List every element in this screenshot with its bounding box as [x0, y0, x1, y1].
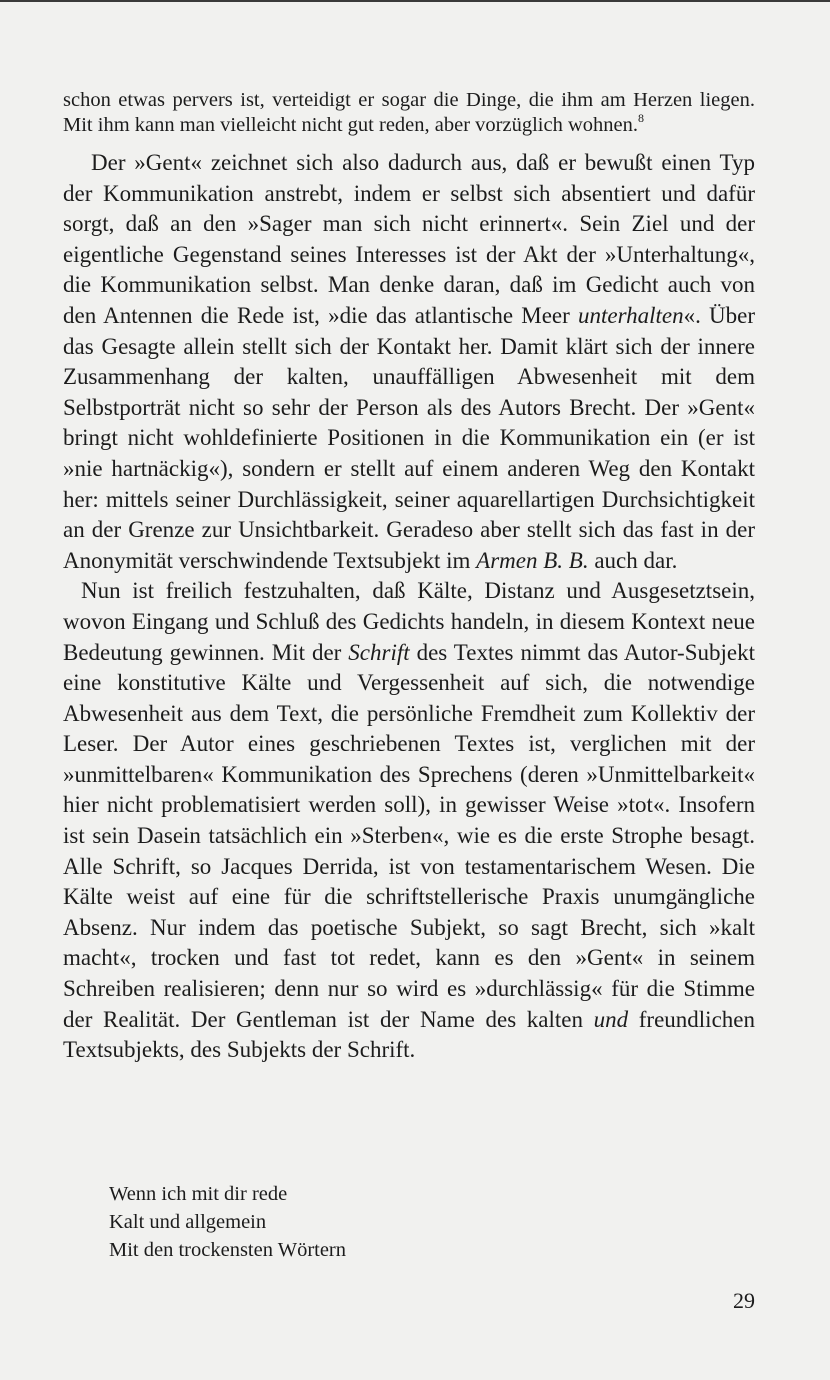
page-body: [63, 88, 755, 1066]
paragraph-2-italic-2: Armen B. B.: [476, 547, 589, 573]
paragraph-3-text-cont-1: des Textes nimmt das Autor-Subjekt eine konstitutive Kälte und Vergessenheit auf sich, die notwendige Abwesenheit aus dem Text, die persönliche Fremdheit zum Kollektiv der Leser. Der Autor eines geschriebenen Textes ist, verglichen mit der »unmittelbaren« Kommunikation des Sprechens (deren »Unmittelbarkeit« hier nicht problematisiert werden soll), in gewisser Weise »tot«. Insofern ist sein Dasein tatsächlich ein »Sterben«, wie es die erste Strophe besagt. Alle Schrift, so Jacques Derrida, ist von testamentarischem Wesen. Die Kälte weist auf eine für die schriftstellerische Praxis unumgängliche Absenz. Nur indem das poetische Subjekt, so sagt Brecht, sich »kalt macht«, trocken und fast tot redet, kann es den »Gent« in seinem Schreiben realisieren; denn nur so wird es »durchlässig« für die Stimme der Realität. Der Gentleman ist der Name des kalten: [63, 639, 755, 1032]
paragraph-1-text: schon etwas pervers ist, verteidigt er sogar die Dinge, die ihm am Herzen liegen. Mit ihm kann man vielleicht nicht gut reden, aber vorzüglich wohnen.: [63, 89, 755, 136]
verse-line: Wenn ich mit dir rede: [109, 1183, 288, 1205]
page-top-edge: [0, 0, 830, 2]
paragraph-3-italic-1: Schrift: [348, 639, 410, 665]
paragraph-1: [63, 88, 755, 138]
paragraph-3-text: Nun ist freilich festzuhalten, daß Kälte, Distanz und Ausgesetztsein, wovon Eingang und Schluß des Gedichts handeln, in diesem Kontext neue Bedeutung gewinnen. Mit der: [63, 578, 755, 665]
page-number: 29: [733, 1288, 755, 1313]
paragraph-2-text-cont-1: «. Über das Gesagte allein stellt sich der Kontakt her. Damit klärt sich der innere Zusammenhang der kalten, unauffälligen Abwesenheit mit dem Selbstporträt nicht so sehr der Person als des Autors Brecht. Der »Gent« bringt nicht wohldefinierte Positionen in die Kommunikation ein (er ist »nie hartnäckig«), sondern er stellt auf einem anderen Weg den Kontakt her: mittels seiner Durchlässigkeit, seiner aquarellartigen Durchsichtigkeit an der Grenze zur Unsichtbarkeit. Geradeso aber stellt sich das fast in der Anonymität verschwindende Textsubjekt im: [63, 302, 756, 573]
paragraph-3-italic-2: und: [593, 1006, 629, 1032]
paragraph-3-text-cont-2: freundlichen Textsubjekts, des Subjekts der Schrift.: [63, 1006, 755, 1063]
verse-line: Kalt und allgemein: [109, 1211, 267, 1233]
paragraph-2-italic-1: unterhalten: [577, 302, 684, 328]
verse-quote: [109, 1180, 346, 1264]
footnote-marker: 8: [637, 111, 644, 125]
paragraph-2-text: Der »Gent« zeichnet sich also dadurch aus, daß er bewußt einen Typ der Kommunikation anstrebt, indem er selbst sich absentiert und dafür sorgt, daß an den »Sager man sich nicht erinnert«. Sein Ziel und der eigentliche Gegenstand seines Interesses ist der Akt der »Unterhaltung«, die Kommunikation selbst. Man denke daran, daß im Gedicht auch von den Antennen die Rede ist, »die das atlantische Meer: [63, 150, 755, 328]
paragraph-2-text-cont-2: auch dar.: [588, 547, 678, 573]
paragraph-3: [63, 576, 755, 1066]
paragraph-2: [63, 148, 755, 576]
verse-line: Mit den trockensten Wörtern: [109, 1239, 347, 1261]
